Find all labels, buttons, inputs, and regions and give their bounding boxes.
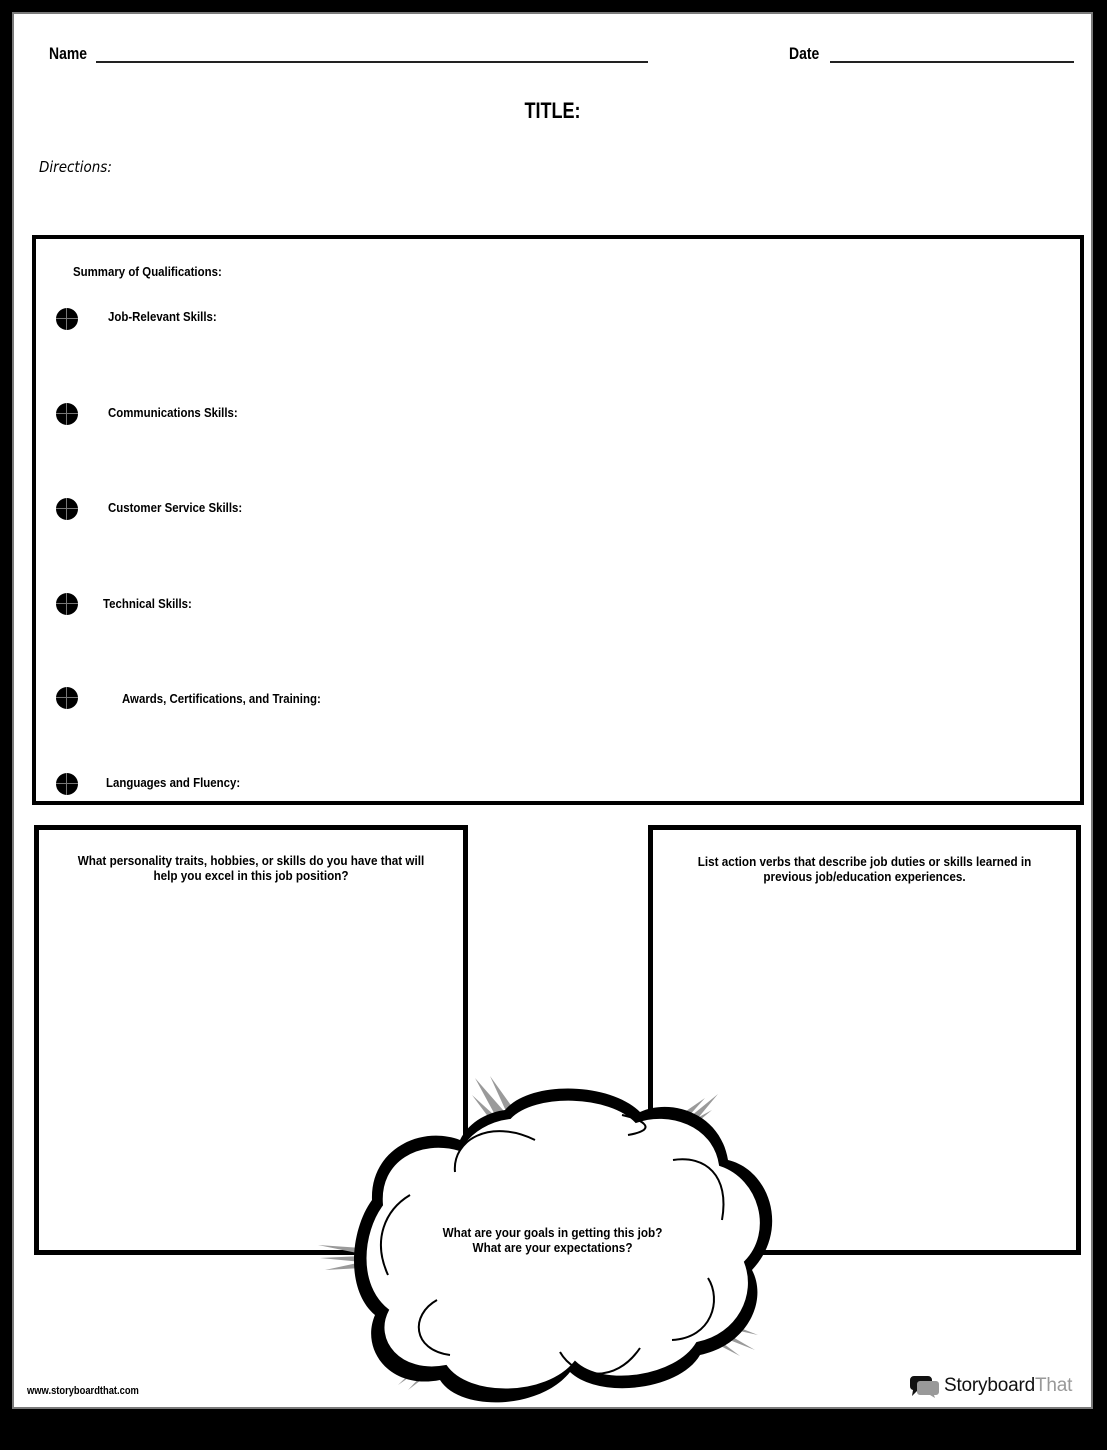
skill-label-customer-service: Customer Service Skills: bbox=[108, 500, 243, 515]
goals-prompt bbox=[433, 1225, 672, 1255]
personality-traits-prompt: What personality traits, hobbies, or skills do you have that will help you excel in this job position? bbox=[77, 853, 425, 883]
action-verbs-prompt: List action verbs that describe job duties or skills learned in previous job/education experiences. bbox=[697, 854, 1032, 884]
skill-label-languages: Languages and Fluency: bbox=[106, 775, 241, 790]
storyboardthat-logo[interactable] bbox=[908, 1374, 1072, 1398]
name-label: Name bbox=[49, 44, 87, 63]
logo-accent-text: That bbox=[1034, 1375, 1073, 1396]
goals-prompt-line1: What are your goals in getting this job? bbox=[442, 1225, 663, 1240]
logo-wordmark bbox=[944, 1375, 1072, 1397]
worksheet-title: TITLE: bbox=[524, 98, 581, 123]
speech-bubbles-icon bbox=[908, 1374, 940, 1398]
directions-label: Directions: bbox=[39, 158, 112, 176]
skill-label-job-relevant: Job-Relevant Skills: bbox=[108, 309, 217, 324]
summary-heading: Summary of Qualifications: bbox=[73, 264, 222, 279]
logo-main-text: Storyboard bbox=[944, 1375, 1035, 1396]
goals-prompt-line2: What are your expectations? bbox=[472, 1240, 633, 1255]
footer-url-link[interactable]: www.storyboardthat.com bbox=[27, 1385, 139, 1397]
skill-label-technical: Technical Skills: bbox=[103, 596, 192, 611]
date-label: Date bbox=[789, 44, 820, 63]
skill-label-communications: Communications Skills: bbox=[108, 405, 238, 420]
skill-label-awards: Awards, Certifications, and Training: bbox=[122, 691, 321, 706]
